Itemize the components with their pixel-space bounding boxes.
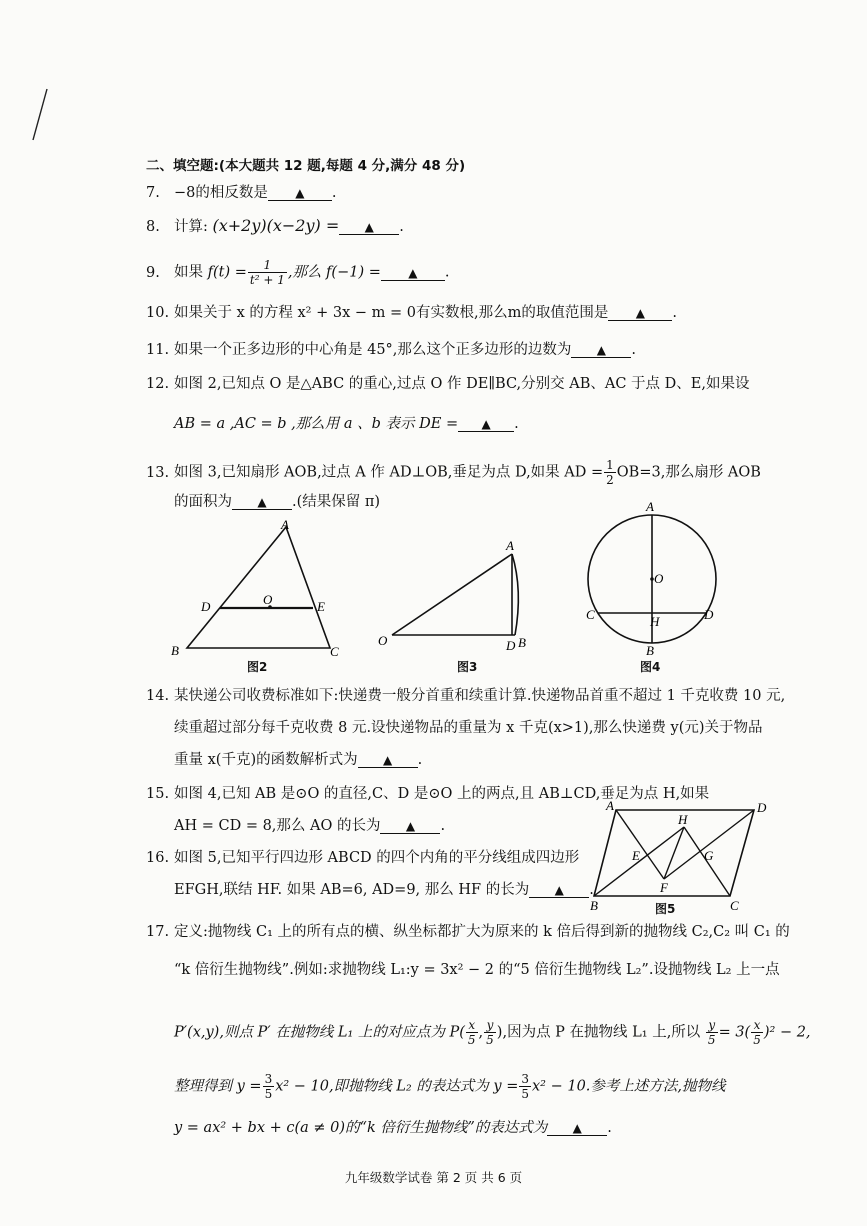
fig3-label-D: D	[506, 638, 516, 653]
fig3-label-B: B	[518, 635, 526, 650]
answer-blank[interactable]: ▲	[232, 495, 292, 510]
question-10: 10. 如果关于 x 的方程 x² + 3x − m = 0有实数根,那么m的取值范围是 ▲ .	[146, 305, 677, 321]
fig4-label-B: B	[646, 643, 654, 658]
question-15-line1: 15. 如图 4,已知 AB 是⊙O 的直径,C、D 是⊙O 上的两点,且 AB⊥CD,垂足为点 H,如果	[146, 786, 710, 802]
page-footer: 九年级数学试卷 第 2 页 共 6 页	[344, 1170, 523, 1185]
section-title: 二、填空题:(本大题共 12 题,每题 4 分,满分 48 分)	[146, 158, 466, 174]
figure-5	[590, 800, 780, 918]
fig3-caption: 图3	[457, 660, 478, 674]
fig2-label-B: B	[171, 643, 179, 658]
answer-blank[interactable]: ▲	[380, 819, 440, 834]
fig2-label-O: O	[263, 592, 273, 607]
question-16-line2: EFGH,联结 HF. 如果 AB=6, AD=9, 那么 HF 的长为 ▲ .	[174, 882, 594, 898]
answer-blank[interactable]: ▲	[608, 306, 672, 321]
fig5-label-B: B	[590, 898, 598, 913]
fig5-caption: 图5	[655, 902, 676, 916]
question-17-line2: “k 倍衍生抛物线”.例如:求抛物线 L₁:y = 3x² − 2 的“5 倍衍生抛物线 L₂”.设抛物线 L₂ 上一点	[174, 962, 780, 978]
fig5-label-A: A	[606, 800, 614, 813]
fig2-caption: 图2	[247, 660, 268, 674]
fig4-label-H: H	[650, 614, 660, 629]
question-11: 11. 如果一个正多边形的中心角是 45°,那么这个正多边形的边数为 ▲ .	[146, 342, 637, 358]
question-13-line1: 13. 如图 3,已知扇形 AOB,过点 A 作 AD⊥OB,垂足为点 D,如果 AD = $\frac{1}{2}$ OB=3,那么扇形 AOB	[146, 458, 761, 487]
question-16-line1: 16. 如图 5,已知平行四边形 ABCD 的四个内角的平分线组成四边形	[146, 850, 580, 866]
fig5-label-F: F	[660, 880, 668, 895]
question-17-line3: P′(x,y),则点 P′ 在抛物线 L₁ 上的对应点为 P( $\frac{x}{5}$ , $\frac{y}{5}$ ),因为点 P 在抛物线 L₁ 上,所以 $\frac{y}{5}$ = 3( $\frac{x}{5}$ )² − 2,	[174, 1018, 811, 1047]
fig5-label-D: D	[757, 800, 767, 815]
question-17-line4: 整理得到 y = $\frac{3}{5}$ x² − 10,即抛物线 L₂ 的表达式为 y = $\frac{3}{5}$ x² − 10.参考上述方法,抛物线	[174, 1072, 726, 1101]
question-14-line1: 14. 某快递公司收费标准如下:快递费一般分首重和续重计算.快递物品首重不超过 1 千克收费 10 元,	[146, 688, 786, 704]
answer-blank[interactable]: ▲	[529, 883, 589, 898]
fig4-label-D: D	[704, 607, 714, 622]
answer-blank[interactable]: ▲	[268, 186, 332, 201]
question-14-line2: 续重超过部分每千克收费 8 元.设快递物品的重量为 x 千克(x>1),那么快递费 y(元)关于物品	[174, 720, 763, 736]
figure-2	[165, 515, 355, 665]
fig4-caption: 图4	[640, 660, 661, 674]
answer-blank[interactable]: ▲	[358, 753, 418, 768]
fig2-label-C: C	[330, 644, 339, 659]
question-7: 7. −8的相反数是 ▲ .	[146, 185, 337, 201]
answer-blank[interactable]: ▲	[458, 417, 514, 432]
answer-blank[interactable]: ▲	[339, 220, 399, 235]
fig2-label-E: E	[317, 599, 325, 614]
fig4-label-C: C	[586, 607, 595, 622]
fig5-label-G: G	[704, 848, 714, 863]
fig5-label-H: H	[678, 812, 688, 827]
answer-blank[interactable]: ▲	[381, 266, 445, 281]
fig5-label-C: C	[730, 898, 739, 913]
pencil-mark	[25, 85, 55, 145]
answer-blank[interactable]: ▲	[571, 343, 631, 358]
question-12-line2: AB = a ,AC = b ,那么用 a 、b 表示 DE = ▲ .	[174, 416, 519, 432]
fig5-label-E: E	[632, 848, 640, 863]
fig4-label-A: A	[646, 499, 654, 514]
question-17-line5: y = ax² + bx + c(a ≠ 0)的“k 倍衍生抛物线”的表达式为 ▲ .	[174, 1120, 612, 1136]
question-15-line2: AH = CD = 8,那么 AO 的长为 ▲ .	[174, 818, 446, 834]
answer-blank[interactable]: ▲	[547, 1121, 607, 1136]
fig3-label-A: A	[506, 538, 514, 553]
fig2-label-A: A	[281, 517, 289, 532]
question-8: 8. 计算: (x+2y)(x−2y) = ▲ .	[146, 216, 404, 235]
fig3-label-O: O	[378, 633, 388, 648]
figure-4	[580, 495, 730, 660]
fig2-label-D: D	[201, 599, 211, 614]
figure-3	[370, 530, 550, 655]
question-17-line1: 17. 定义:抛物线 C₁ 上的所有点的横、纵坐标都扩大为原来的 k 倍后得到新的抛物线 C₂,C₂ 叫 C₁ 的	[146, 924, 790, 940]
question-14-line3: 重量 x(千克)的函数解析式为 ▲ .	[174, 752, 423, 768]
fig4-label-O: O	[654, 571, 664, 586]
question-13-line2: 的面积为 ▲ .(结果保留 π)	[174, 494, 381, 510]
question-9: 9. 如果 f(t) = $\frac{1}{\text{t² + 1}}$ ,那么 f(−1) = ▲ .	[146, 258, 450, 287]
question-12-line1: 12. 如图 2,已知点 O 是△ABC 的重心,过点 O 作 DE∥BC,分别交 AB、AC 于点 D、E,如果设	[146, 376, 750, 392]
